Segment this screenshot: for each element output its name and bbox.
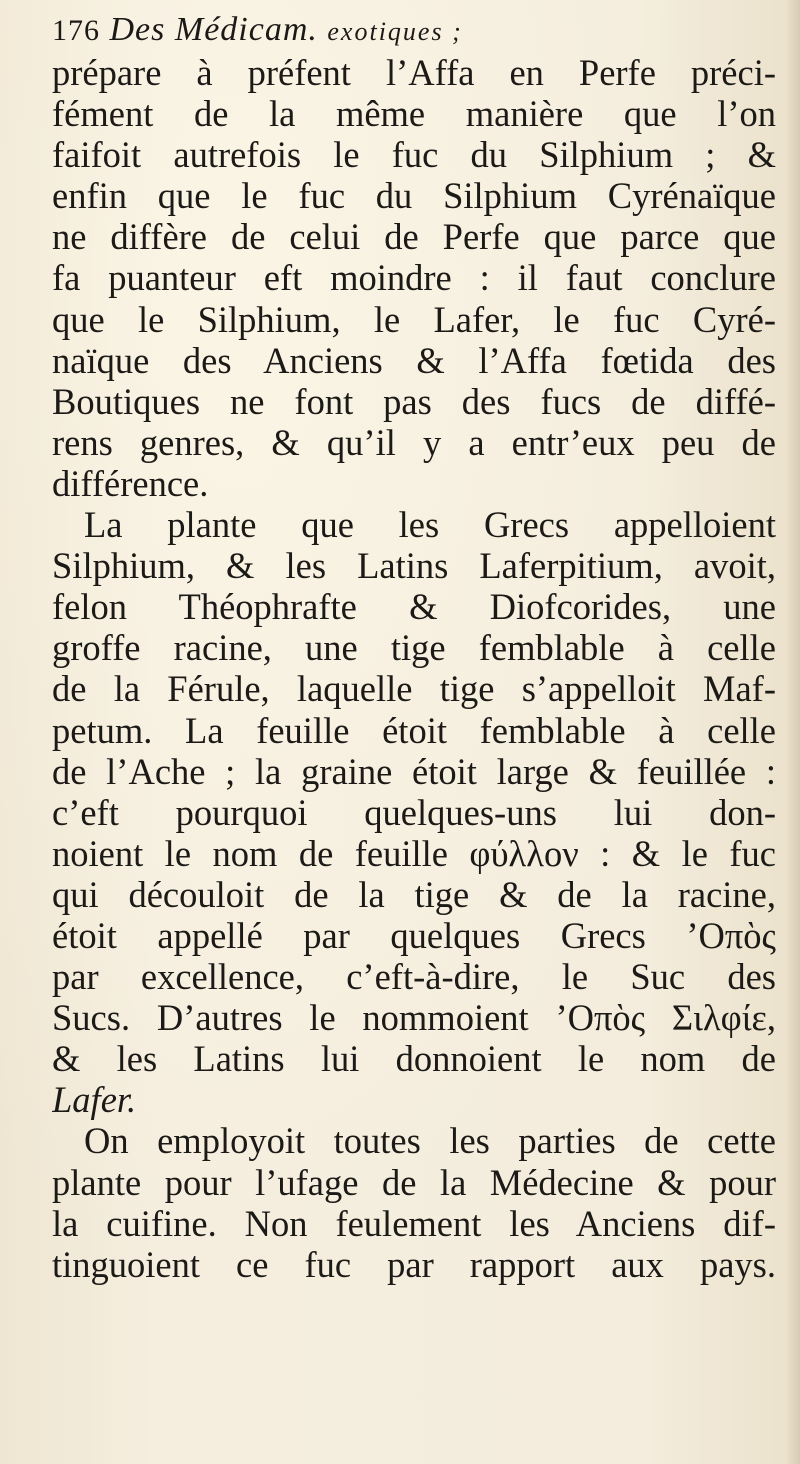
text-line: de la Férule, laquelle tige s’appelloit Maf- [52, 668, 776, 710]
text-line: groffe racine, une tige femblable à celle [52, 627, 776, 669]
text-line: fément de la même manière que l’on [52, 93, 776, 135]
running-head-title: Des Médicam. [109, 11, 318, 48]
running-head [52, 8, 776, 52]
text-line: c’eft pourquoi quelques-uns lui don- [52, 791, 776, 833]
text-line: noient le nom de feuille φύλλον : & le fuc [52, 832, 776, 874]
text-line: différence. [52, 462, 209, 504]
text-line: rens genres, & qu’il y a entr’eux peu de [52, 421, 776, 463]
text-line: faifoit autrefois le fuc du Silphium ; & [52, 134, 776, 176]
text-line: petum. La feuille étoit femblable à celle [52, 709, 776, 751]
page-number: 176 [52, 14, 100, 47]
text-line: ne diffère de celui de Perfe que parce que [52, 216, 776, 258]
text-line: naïque des Anciens & l’Affa fœtida des [52, 339, 776, 381]
text-line: & les Latins lui donnoient le nom de [52, 1038, 776, 1080]
text-line: Lafer. [52, 1079, 137, 1121]
text-line: de l’Ache ; la graine étoit large & feuillée : [52, 750, 776, 792]
text-line: Boutiques ne font pas des fucs de diffé- [52, 380, 776, 422]
paragraph-3 [52, 1120, 776, 1284]
text-line: la cuifine. Non feulement les Anciens dif- [52, 1202, 776, 1244]
text-line: felon Théophrafte & Diofcorides, une [52, 586, 776, 628]
text-line: tinguoient ce fuc par rapport aux pays. [52, 1243, 776, 1285]
text-line: par excellence, c’eft-à-dire, le Suc des [52, 956, 776, 998]
paragraph-1 [52, 52, 776, 504]
text-line: étoit appellé par quelques Grecs ’Οπὸς [52, 914, 776, 956]
text-line: prépare à préfent l’Affa en Perfe préci- [52, 52, 776, 93]
text-line: Sucs. D’autres le nommoient ’Οπὸς Σιλφίε, [52, 997, 776, 1039]
text-line: fa puanteur eft moindre : il faut conclure [52, 257, 776, 299]
text-line: Silphium, & les Latins Laferpitium, avoit, [52, 545, 776, 587]
text-line: enfin que le fuc du Silphium Cyrénaïque [52, 175, 776, 217]
running-head-subtitle: exotiques ; [327, 17, 463, 46]
text-line: La plante que les Grecs appelloient [84, 504, 776, 546]
page-text [52, 8, 776, 1285]
page-edge-shadow [786, 0, 800, 1464]
paragraph-2 [52, 504, 776, 1120]
text-line: que le Silphium, le Lafer, le fuc Cyré- [52, 298, 776, 340]
text-line: plante pour l’ufage de la Médecine & pour [52, 1161, 776, 1203]
text-line: On employoit toutes les parties de cette [84, 1120, 776, 1162]
text-line: qui découloit de la tige & de la racine, [52, 873, 776, 915]
